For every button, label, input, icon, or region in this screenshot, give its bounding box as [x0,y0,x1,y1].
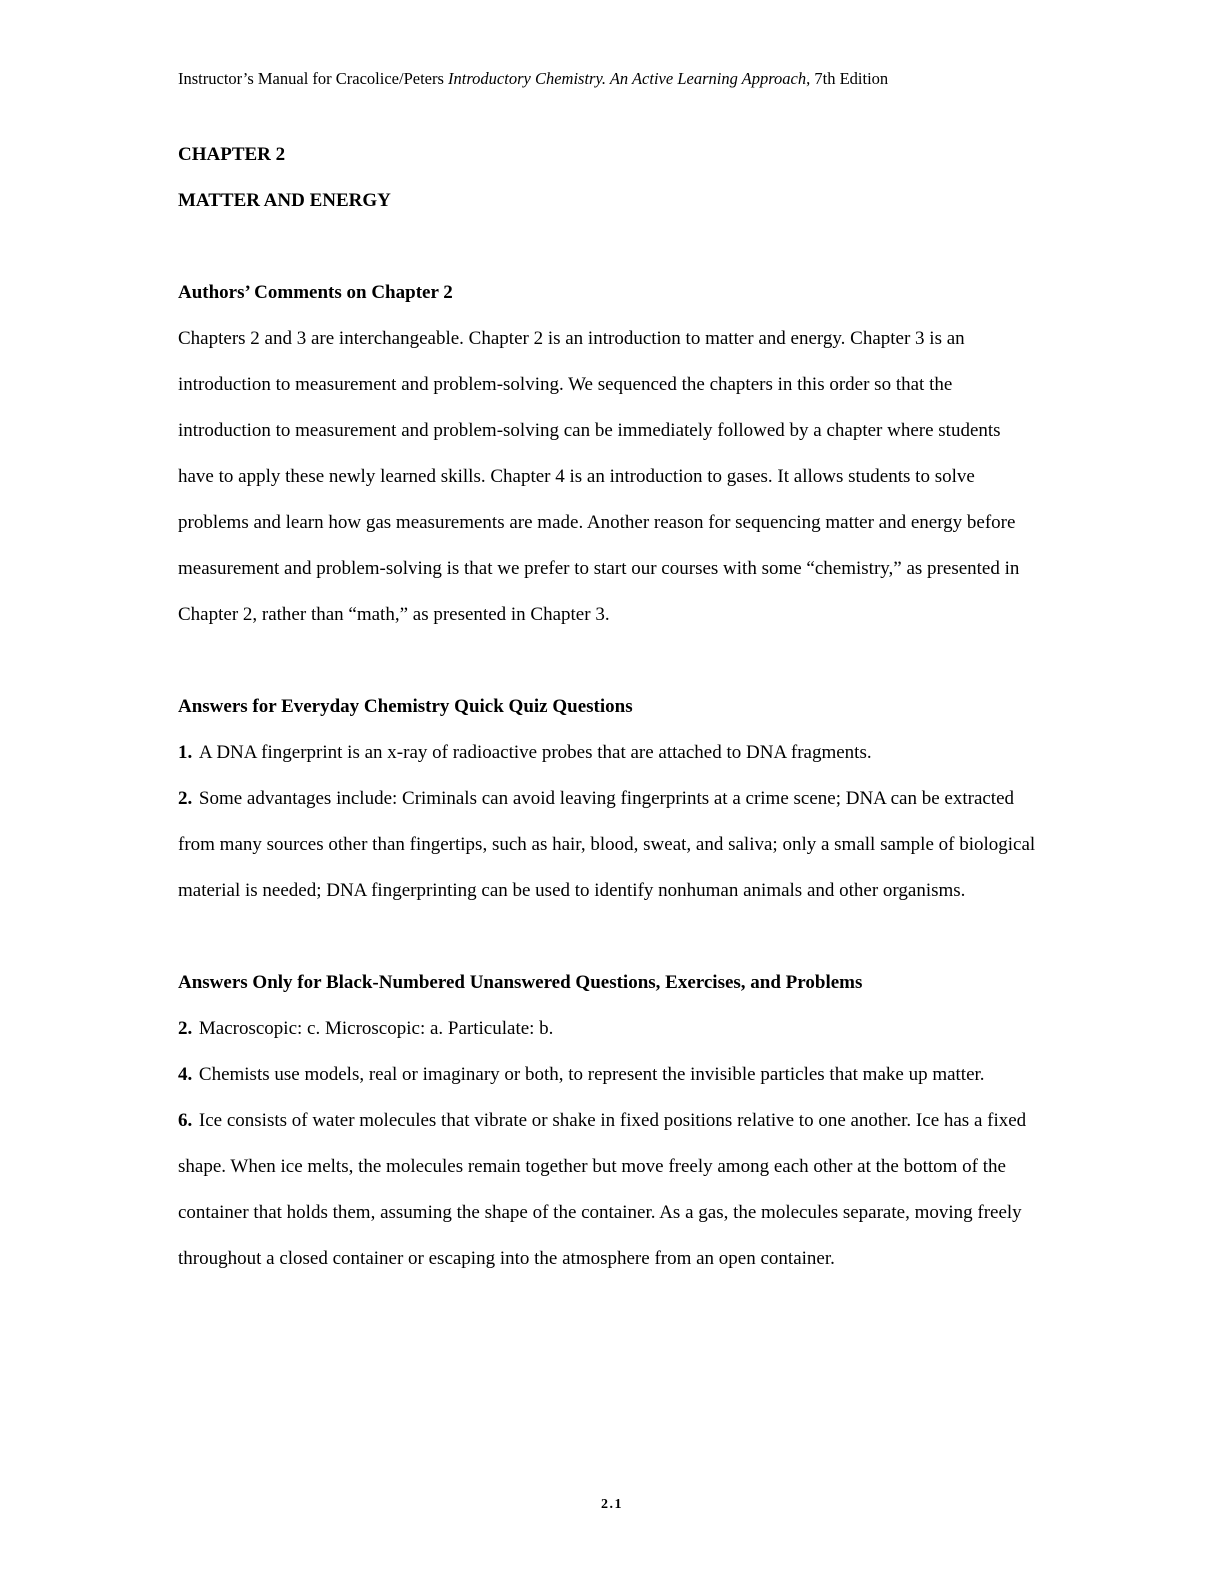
quiz-answer-number: 1. [178,742,193,763]
black-numbered-item [178,1052,1040,1098]
quiz-answer-number: 2. [178,788,193,809]
section-black-numbered-answers [178,960,1040,1282]
black-numbered-item [178,1006,1040,1052]
page-body [178,132,1040,1282]
running-header-prefix: Instructor’s Manual for Cracolice/Peters [178,69,449,88]
black-numbered-item-text: Chemists use models, real or imaginary or both, to represent the invisible particles that make up matter. [198,1064,985,1085]
chapter-number-heading: CHAPTER 2 [178,144,286,165]
quiz-answer-text: A DNA fingerprint is an x-ray of radioactive probes that are attached to DNA fragments. [198,742,872,763]
authors-comments-heading: Authors’ Comments on Chapter 2 [178,282,453,303]
black-numbered-item-number: 2. [178,1018,193,1039]
running-header-book-title: Introductory Chemistry. An Active Learning Approach [448,69,807,88]
quiz-answer-item [178,730,1040,776]
section-everyday-chemistry-quiz [178,684,1040,914]
black-numbered-heading: Answers Only for Black-Numbered Unanswered Questions, Exercises, and Problems [178,972,863,993]
quiz-answers-heading: Answers for Everyday Chemistry Quick Quiz Questions [178,696,633,717]
black-numbered-item [178,1098,1040,1282]
black-numbered-item-number: 4. [178,1064,193,1085]
running-header [178,69,888,89]
authors-comments-paragraph: Chapters 2 and 3 are interchangeable. Chapter 2 is an introduction to matter and energy. Chapter 3 is an introduction to measurement and problem-solving. We sequenced the chapters in this order so that the introduction to measurement and problem-solving can be immediately followed by a chapter where students have to apply these newly learned skills. Chapter 4 is an introduction to gases. It allows students to solve problems and learn how gas measurements are made. Another reason for sequencing matter and energy before measurement and problem-solving is that we prefer to start our courses with some “chemistry,” as presented in Chapter 2, rather than “math,” as presented in Chapter 3. [178,328,1020,625]
page-number: 2.1 [601,1497,623,1512]
running-header-suffix: , 7th Edition [806,69,889,88]
quiz-answer-item [178,776,1040,914]
black-numbered-item-number: 6. [178,1110,193,1131]
quiz-answer-text: Some advantages include: Criminals can avoid leaving fingerprints at a crime scene; DNA can be extracted from many sources other than fingertips, such as hair, blood, sweat, and saliva; only a small sample of biological material is needed; DNA fingerprinting can be used to identify nonhuman animals and other organisms. [178,788,1036,901]
section-authors-comments [178,270,1040,638]
black-numbered-item-text: Ice consists of water molecules that vibrate or shake in fixed positions relative to one another. Ice has a fixed shape. When ice melts, the molecules remain together but move freely among each other at the bottom of the container that holds them, assuming the shape of the container. As a gas, the molecules separate, moving freely throughout a closed container or escaping into the atmosphere from an open container. [178,1110,1027,1269]
chapter-title-heading: MATTER AND ENERGY [178,190,391,211]
black-numbered-item-text: Macroscopic: c. Microscopic: a. Particulate: b. [198,1018,554,1039]
